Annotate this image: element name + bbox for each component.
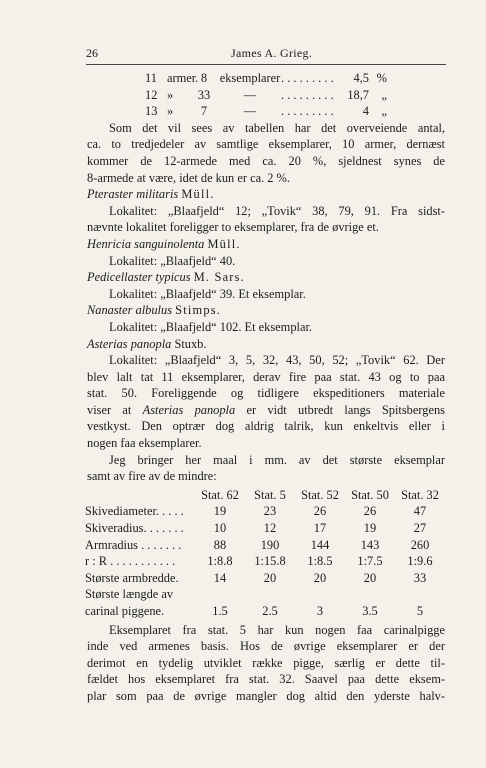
column-header: Stat. 32: [401, 487, 439, 502]
table-cell: 1.5: [212, 604, 228, 618]
text-line: Lokalitet: „Blaafjeld“ 39. Et eksemplar.: [109, 286, 306, 301]
specimen-label: —: [243, 104, 257, 119]
table-cell: 12: [263, 521, 277, 536]
text-line: Lokalitet: „Blaafjeld“ 3, 5, 32, 43, 50, 52; „Tovik“ 62. Der: [109, 353, 445, 368]
species-author: M. Sars.: [193, 270, 245, 285]
text-line: fældet hos eksemplaret fra stat. 32. Saavel paa dette eksem-: [87, 672, 445, 687]
arm-word: »: [167, 104, 174, 119]
table-cell: 23: [263, 504, 277, 519]
table-cell: 88: [213, 537, 227, 552]
page-number: 26: [86, 46, 98, 60]
table-cell: 47: [413, 504, 427, 519]
paragraph-arm-summary: [87, 120, 445, 186]
table-cell: 20: [363, 570, 377, 585]
table-cell: 144: [310, 537, 330, 552]
text-line: inde ved armenes basis. Hos de øvrige eksemplarer er der: [87, 639, 445, 654]
table-cell: [345, 586, 395, 603]
species-heading: [87, 336, 445, 353]
column-header: Stat. 52: [301, 487, 339, 502]
text-line: blev lalt tat 11 eksemplarer, derav fire paa stat. 43 og to paa: [87, 369, 445, 384]
row-label: Armradius . . . . . . .: [85, 537, 182, 552]
running-head: James A. Grieg.: [231, 46, 313, 60]
percent-unit: „: [381, 87, 387, 102]
table-row: [85, 603, 445, 620]
text-line: ca. to tredjedeler av samtlige eksemplarer, 10 armer, dernæst: [87, 137, 445, 152]
table-row: [85, 553, 445, 570]
percent-value: 4,5: [353, 71, 369, 85]
species-heading: [87, 269, 445, 286]
paragraph-carinal: [87, 622, 445, 705]
text-fragment: er vidt utbredt langs Spitsbergens: [246, 402, 445, 417]
table-cell: 20: [263, 570, 277, 585]
arm-count: 11: [145, 71, 157, 85]
text-line: vestkyst. Den optrær dog aldrig talrik, kun enkeltvis eller i: [87, 419, 445, 434]
table-corner: [85, 487, 195, 504]
arm-count: 12: [145, 87, 158, 102]
text-line: [87, 402, 445, 419]
table-cell: 17: [313, 521, 327, 536]
leader-dots: . . . . . . . . .: [281, 87, 334, 102]
table-cell: 2.5: [262, 604, 278, 618]
table-header-row: [85, 487, 445, 504]
percent-value: 18,7: [347, 87, 369, 102]
species-heading: [87, 236, 445, 253]
percent-unit: „: [381, 104, 387, 119]
species-author: Müll.: [207, 236, 241, 251]
text-line: Lokalitet: „Blaafjeld“ 40.: [109, 253, 236, 268]
table-cell: 19: [363, 521, 377, 536]
table-cell: 260: [410, 537, 430, 552]
text-line: nævnte lokalitet foreligger to eksemplarer, fra de øvrige et.: [87, 220, 379, 235]
arm-word: armer.: [167, 71, 199, 85]
table-cell: 1:9.6: [407, 554, 433, 569]
table-row: [85, 537, 445, 554]
text-line: Som det vil sees av tabellen har det overveiende antal,: [109, 120, 445, 135]
text-line: Eksemplaret fra stat. 5 har kun nogen faa carinalpigge: [109, 622, 445, 637]
text-line: Jeg bringer her maal i mm. av det største eksemplar: [109, 452, 445, 467]
specimen-count: 33: [197, 87, 211, 102]
paragraph-measurements-intro: [87, 452, 445, 485]
table-cell: 143: [360, 537, 380, 552]
table-cell: 3: [316, 604, 324, 618]
count-row: [87, 70, 387, 87]
arm-count: 13: [145, 104, 158, 119]
text-line: samt av fire av de mindre:: [87, 469, 217, 484]
leader-dots: . . . . . . . . .: [281, 71, 334, 85]
table-cell: [245, 586, 295, 603]
table-cell: 26: [363, 504, 377, 519]
species-name: Nanaster albulus: [87, 303, 173, 318]
row-label: Største længde av: [85, 587, 174, 602]
table-cell: 1:7.5: [357, 554, 383, 569]
leader-dots: . . . . . . . . .: [281, 104, 334, 119]
table-cell: [295, 586, 345, 603]
header-rule: [86, 64, 446, 65]
table-cell: [195, 586, 245, 603]
row-label: Skiveradius. . . . . . .: [85, 521, 184, 536]
table-cell: 27: [413, 521, 427, 536]
page-header: [86, 46, 446, 62]
species-heading: [87, 186, 445, 203]
table-cell: 10: [213, 521, 227, 536]
table-cell: 26: [313, 504, 327, 519]
percent-value: 4: [362, 104, 369, 119]
row-label: r : R . . . . . . . . . . .: [85, 554, 176, 569]
specimen-label: —: [243, 87, 257, 102]
text-line: Lokalitet: „Blaafjeld“ 12; „Tovik“ 38, 79, 91. Fra sidst-: [109, 203, 445, 218]
table-cell: 20: [313, 570, 327, 585]
species-author: Stuxb.: [174, 336, 207, 351]
species-name: Pteraster militaris: [87, 187, 179, 202]
table-cell: 3.5: [362, 604, 378, 618]
row-label: carinal piggene.: [85, 604, 165, 618]
column-header: Stat. 5: [254, 487, 286, 502]
specimen-count: 7: [200, 104, 208, 119]
row-label: Største armbredde.: [85, 570, 179, 585]
species-heading: [87, 302, 445, 319]
count-row: [87, 103, 387, 120]
species-author: Stimps.: [175, 303, 222, 318]
table-cell: 1:8.8: [207, 554, 233, 569]
text-line: 8-armede at være, idet de kun er ca. 2 %.: [87, 170, 290, 185]
table-cell: 1:15.8: [254, 554, 286, 569]
table-cell: 1:8.5: [307, 554, 333, 569]
specimen-label: eksemplarer: [219, 71, 281, 85]
paragraph-asterias: [87, 352, 445, 452]
text-line: Lokalitet: „Blaafjeld“ 102. Et eksemplar.: [109, 319, 312, 334]
arm-word: »: [167, 87, 174, 102]
table-row: [85, 503, 445, 520]
table-row: [85, 586, 445, 603]
table-cell: 19: [213, 504, 227, 519]
text-fragment: viser at: [87, 402, 132, 417]
text-line: derimot en tydelig utviklet række pigge, særlig er dette til-: [87, 655, 445, 670]
row-label: Skivediameter. . . . .: [85, 504, 184, 519]
table-cell: 190: [260, 537, 280, 552]
table-cell: [395, 586, 445, 603]
count-row: [87, 87, 387, 104]
text-line: stat. 50. Foreliggende og tidligere ekspeditioners materiale: [87, 386, 445, 401]
species-name-inline: Asterias panopla: [142, 402, 236, 417]
text-line: plar som paa de øvrige mangler dog altid den yderste halv-: [87, 688, 445, 703]
table-row: [85, 570, 445, 587]
table-row: [85, 520, 445, 537]
percent-unit: %: [376, 71, 387, 85]
species-name: Pedicellaster typicus: [87, 270, 191, 285]
text-line: nogen faa eksemplarer.: [87, 436, 202, 451]
table-cell: 14: [213, 570, 227, 585]
table-cell: 5: [416, 604, 424, 618]
page-body: [87, 70, 445, 705]
column-header: Stat. 62: [201, 487, 239, 502]
text-line: kommer de 12-armede med ca. 20 %, sjeldnest synes de: [87, 153, 445, 168]
column-header: Stat. 50: [351, 487, 389, 502]
species-name: Asterias panopla: [87, 336, 172, 351]
measurements-table: [85, 487, 445, 620]
species-author: Müll.: [181, 187, 215, 202]
arm-count-table: [87, 70, 445, 120]
table-cell: 33: [413, 570, 427, 585]
specimen-count: 8: [200, 71, 208, 85]
species-name: Henricia sanguinolenta: [87, 236, 205, 251]
